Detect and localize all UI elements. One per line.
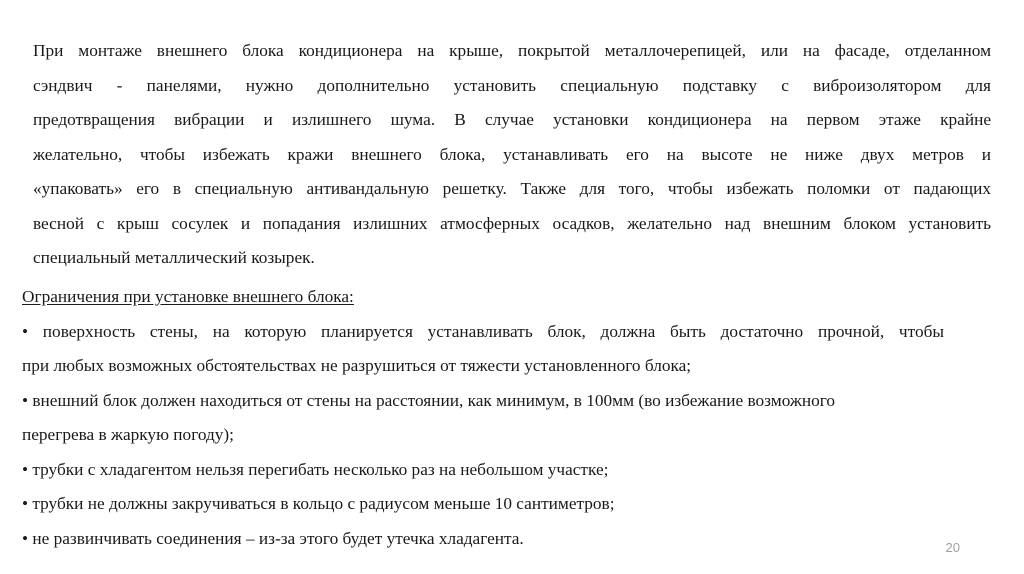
limitation-item-line: перегрева в жаркую погоду);	[22, 425, 234, 444]
limitations-heading: Ограничения при установке внешнего блока:	[22, 287, 354, 306]
limitation-item-line: • не развинчивать соединения – из-за этого будет утечка хладагента.	[22, 528, 524, 548]
paragraph-line: предотвращения вибрации и излишнего шума. В случае установки кондиционера на первом этаже крайне	[33, 110, 991, 129]
page-number: 20	[945, 540, 960, 555]
paragraph-line: желательно, чтобы избежать кражи внешнего блока, устанавливать его на высоте не ниже двух метров и	[33, 144, 991, 164]
limitation-item-line: при любых возможных обстоятельствах не разрушиться от тяжести установленного блока;	[22, 356, 692, 375]
intro-paragraph	[33, 34, 991, 276]
limitations-section	[22, 280, 982, 556]
limitation-item-line: • внешний блок должен находиться от стены на расстоянии, как минимум, в 100мм (во избежание возможного	[22, 390, 836, 410]
paragraph-line: «упаковать» его в специальную антивандальную решетку. Также для того, чтобы избежать поломки от падающих	[33, 179, 991, 198]
limitation-item-line: • поверхность стены, на которую планируется устанавливать блок, должна быть достаточно прочной, чтобы	[22, 321, 944, 341]
paragraph-line: специальный металлический козырек.	[33, 248, 315, 267]
limitation-item-line: • трубки не должны закручиваться в кольцо с радиусом меньше 10 сантиметров;	[22, 494, 615, 513]
paragraph-line: сэндвич - панелями, нужно дополнительно установить специальную подставку с виброизолятором для	[33, 75, 991, 95]
paragraph-line: При монтаже внешнего блока кондиционера на крыше, покрытой металлочерепицей, или на фасаде, отделанном	[33, 41, 991, 60]
paragraph-line: весной с крыш сосулек и попадания излишних атмосферных осадков, желательно над внешним блоком установить	[33, 213, 991, 233]
limitation-item-line: • трубки с хладагентом нельзя перегибать несколько раз на небольшом участке;	[22, 459, 609, 479]
